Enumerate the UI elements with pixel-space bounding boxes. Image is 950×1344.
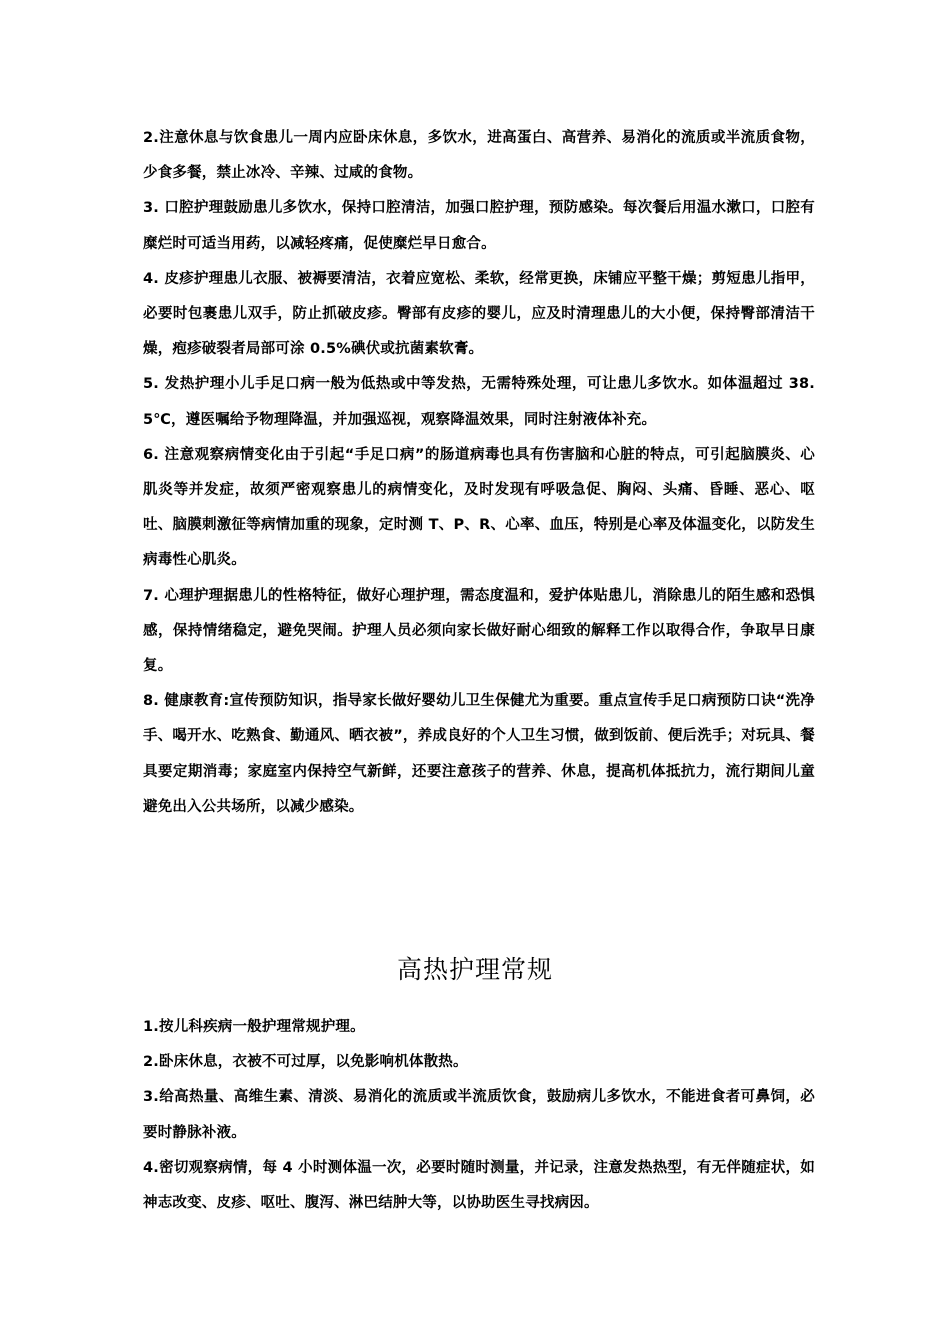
section-title: 高热护理常规: [396, 955, 553, 984]
paragraph-fever-care: 5. 发热护理小儿手足口病一般为低热或中等发热，无需特殊处理，可让患儿多饮水。如体温超过 38.5℃，遵医嘱给予物理降温，并加强巡视，观察降温效果，同时注射液体补充。: [143, 376, 815, 428]
paragraph-health-education: 8. 健康教育:宣传预防知识，指导家长做好婴幼儿卫生保健尤为重要。重点宣传手足口病预防口诀“洗净手、喝开水、吃熟食、勤通风、晒衣被”，养成良好的个人卫生习惯，做到饭前、便后洗手；对玩具、餐具要定期消毒；家庭室内保持空气新鲜，还要注意孩子的营养、休息，提高机体抵抗力，流行期间儿童避免出入公共场所，以减少感染。: [143, 693, 815, 815]
paragraph-rash-care: 4. 皮疹护理患儿衣服、被褥要清洁，衣着应宽松、柔软，经常更换，床铺应平整干燥；剪短患儿指甲，必要时包裹患儿双手，防止抓破皮疹。臀部有皮疹的婴儿，应及时清理患儿的大小便，保持臀部清洁干燥，疱疹破裂者局部可涂 0.5%碘伏或抗菌素软膏。: [143, 270, 815, 358]
paragraph-nutrition: 3.给高热量、高维生素、清淡、易消化的流质或半流质饮食，鼓励病儿多饮水，不能进食者可鼻饲，必要时静脉补液。: [143, 1089, 815, 1141]
paragraph-monitoring: 4.密切观察病情，每 4 小时测体温一次，必要时随时测量，并记录，注意发热热型，有无伴随症状，如神志改变、皮疹、呕吐、腹泻、淋巴结肿大等，以协助医生寻找病因。: [143, 1159, 815, 1212]
hfmd-nursing-section: [143, 121, 815, 825]
paragraph-observe-condition: 6. 注意观察病情变化由于引起“手足口病”的肠道病毒也具有伤害脑和心脏的特点，可引起脑膜炎、心肌炎等并发症，故须严密观察患儿的病情变化，及时发现有呼吸急促、胸闷、头痛、昏睡、恶心、呕吐、脑膜刺激征等病情加重的现象，定时测 T、P、R、心率、血压，特别是心率及体温变化，以防发生病毒性心肌炎。: [143, 446, 815, 569]
high-fever-nursing-section: [143, 1010, 815, 1221]
paragraph-psychological-care: 7. 心理护理据患儿的性格特征，做好心理护理，需态度温和，爱护体贴患儿，消除患儿的陌生感和恐惧感，保持情绪稳定，避免哭闹。护理人员必须向家长做好耐心细致的解释工作以取得合作，争取早日康复。: [143, 587, 815, 675]
paragraph-rest-and-diet: 2.注意休息与饮食患儿一周内应卧床休息，多饮水，进高蛋白、高营养、易消化的流质或半流质食物，少食多餐，禁止冰冷、辛辣、过咸的食物。: [143, 130, 815, 182]
paragraph-bed-rest: 2.卧床休息，衣被不可过厚，以免影响机体散热。: [143, 1054, 468, 1071]
paragraph-oral-care: 3. 口腔护理鼓励患儿多饮水，保持口腔清洁，加强口腔护理，预防感染。每次餐后用温水漱口，口腔有糜烂时可适当用药，以减轻疼痛，促使糜烂早日愈合。: [143, 200, 815, 252]
paragraph-general-care: 1.按儿科疾病一般护理常规护理。: [143, 1019, 365, 1035]
